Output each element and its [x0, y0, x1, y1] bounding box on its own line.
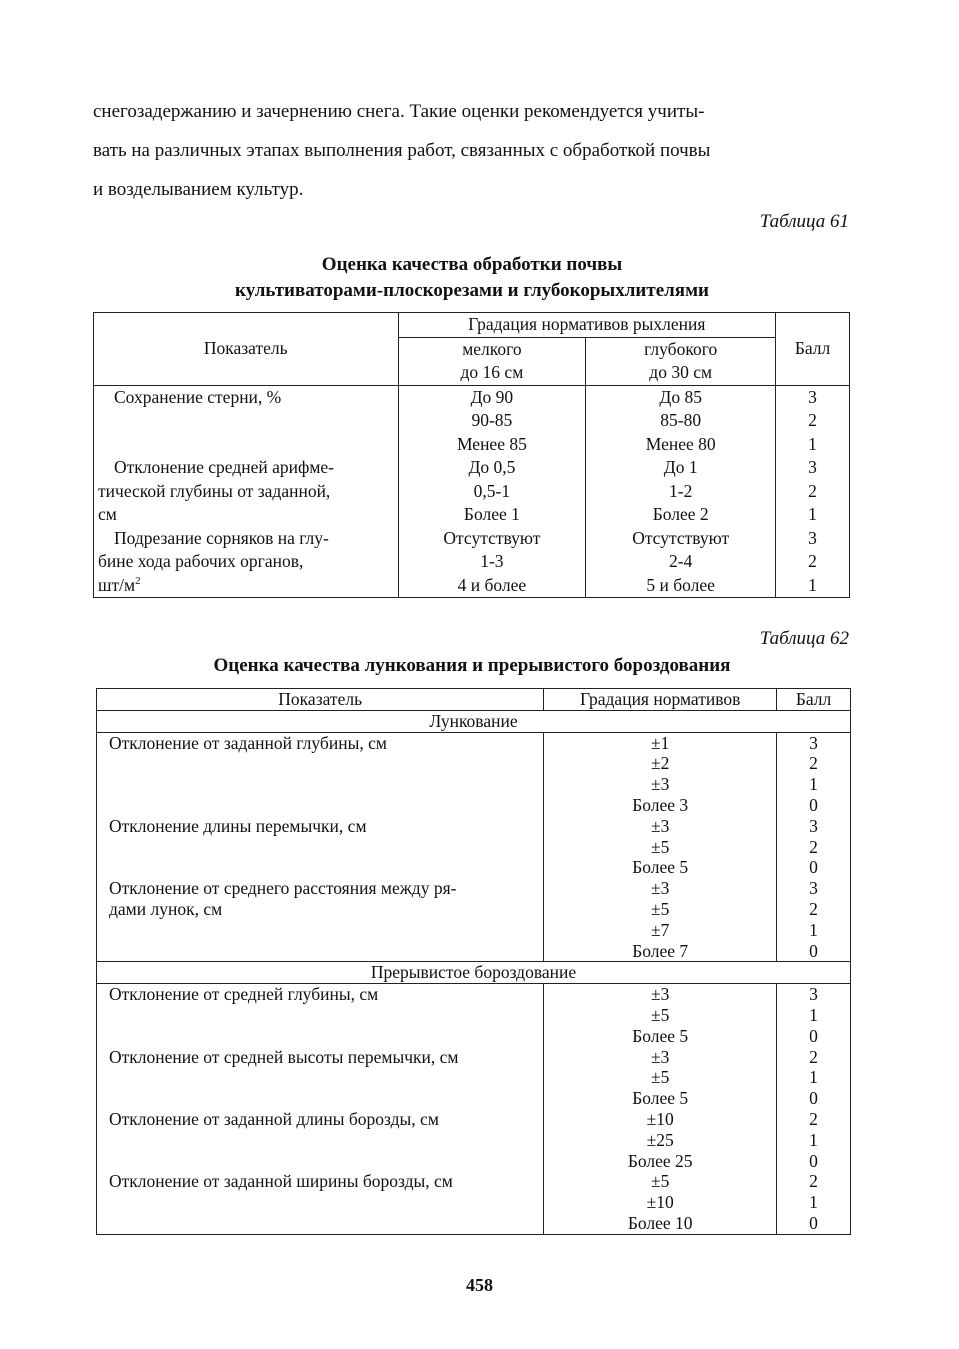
value: Более 25: [627, 1150, 693, 1171]
value: 2: [809, 898, 818, 919]
value: 1: [809, 1067, 818, 1088]
indicator-line: [109, 941, 543, 962]
value: ±3: [651, 1046, 670, 1067]
table-62-label: Таблица 62: [759, 628, 849, 649]
value: 0,5-1: [473, 480, 511, 501]
table-61-label: Таблица 61: [759, 211, 849, 232]
shallow-cell: [398, 527, 586, 598]
table-61-title-line: культиваторами-плоскорезами и глубокорыхлителями: [235, 280, 709, 301]
value: 3: [808, 527, 817, 548]
intro-line: снегозадержанию и зачернению снега. Такие оценки рекомендуется учиты-: [93, 101, 705, 122]
value: ±7: [651, 919, 670, 940]
section-title: Лункование: [97, 710, 851, 732]
value: 1: [809, 1004, 818, 1025]
indicator-line: [109, 1130, 543, 1151]
value: 1-3: [480, 551, 504, 571]
header-shallow: [398, 337, 586, 385]
score-cell: [776, 527, 850, 598]
value: ±5: [651, 898, 670, 919]
value: 2-4: [669, 551, 693, 571]
table-62-title: Оценка качества лункования и прерывистого бороздования: [213, 655, 731, 676]
value: 2: [809, 836, 818, 857]
indicator-line: [109, 1026, 543, 1047]
indicator-line: Отклонение от заданной глубины, см: [109, 732, 387, 753]
intro-line: и возделыванием культур.: [93, 179, 304, 200]
indicator-line: [109, 857, 543, 878]
value: Отсутствуют: [443, 527, 541, 548]
deep-cell: [586, 385, 776, 456]
value: ±5: [651, 1004, 670, 1025]
indicator-line: дами лунок, см: [109, 898, 223, 919]
value: 1-2: [669, 480, 693, 501]
value: ±5: [651, 1171, 670, 1192]
value: 2: [809, 1046, 818, 1067]
value: Более 3: [632, 794, 689, 815]
score-cell: [777, 732, 851, 962]
header-deep-line: глубокого: [644, 338, 718, 359]
indicator-line: см: [98, 504, 117, 524]
value: Более 1: [463, 504, 520, 524]
value: 90-85: [471, 410, 513, 430]
indicator-unit: шт/м: [98, 574, 136, 595]
value: ±3: [651, 815, 670, 836]
value: 1: [808, 504, 817, 524]
unit-superscript: 2: [135, 574, 141, 587]
indicator-line: [109, 774, 543, 795]
table-61-title: [93, 252, 851, 304]
value: ±5: [651, 1067, 670, 1088]
header-score: Балл: [776, 313, 850, 386]
header-gradation: Градация нормативов: [544, 689, 777, 711]
indicator-line: Отклонение от заданной длины борозды, см: [109, 1108, 439, 1129]
value: 1: [809, 919, 818, 940]
header-score: Балл: [777, 689, 851, 711]
table-row: [94, 527, 850, 598]
value: До 1: [663, 457, 698, 477]
indicator-line: Отклонение от средней глубины, см: [109, 984, 379, 1005]
indicator-line: [109, 1213, 543, 1234]
section-title: Прерывистое бороздование: [97, 962, 851, 984]
value: До 90: [470, 386, 514, 407]
table-header-row: [97, 689, 851, 711]
value: 3: [809, 815, 818, 836]
deep-cell: [586, 527, 776, 598]
gradation-cell: [544, 732, 777, 962]
value: 3: [808, 457, 817, 477]
value: 3: [809, 732, 818, 753]
header-gradation: Градация нормативов рыхления: [398, 313, 776, 338]
value: 0: [809, 940, 818, 961]
table-row: [97, 984, 851, 1235]
indicator-line: Отклонение от заданной ширины борозды, см: [109, 1171, 453, 1192]
header-shallow-line: до 16 см: [460, 362, 524, 382]
value: ±1: [651, 732, 670, 753]
indicator-line: Отклонение средней арифме-: [114, 457, 334, 477]
shallow-cell: [398, 456, 586, 527]
header-deep-line: до 30 см: [649, 362, 713, 382]
indicator-cell: [97, 984, 544, 1235]
value: 1: [809, 1129, 818, 1150]
indicator-cell: [94, 456, 399, 527]
deep-cell: [586, 456, 776, 527]
value: ±3: [651, 984, 670, 1005]
indicator-unit-line: [98, 574, 398, 598]
value: Более 7: [632, 940, 689, 961]
value: ±25: [646, 1129, 674, 1150]
value: 4 и более: [457, 574, 527, 595]
table-61-title-line: Оценка качества обработки почвы: [321, 254, 623, 275]
value: 2: [809, 753, 818, 774]
value: 2: [809, 1108, 818, 1129]
value: 0: [809, 1088, 818, 1109]
indicator-line: Отклонение от среднего расстояния между ря-: [109, 878, 457, 899]
page-number: 458: [466, 1275, 493, 1295]
value: ±2: [651, 753, 670, 774]
indicator-line: [109, 795, 543, 816]
value: ±3: [651, 774, 670, 795]
header-shallow-line: мелкого: [462, 338, 522, 359]
indicator-line: [109, 1151, 543, 1172]
table-row: [94, 385, 850, 456]
value: Более 5: [632, 1025, 689, 1046]
score-cell: [776, 456, 850, 527]
indicator-line: [109, 837, 543, 858]
value: 85-80: [660, 410, 702, 430]
value: До 85: [659, 386, 702, 407]
value: 0: [809, 794, 818, 815]
indicator-line: Сохранение стерни, %: [114, 386, 282, 407]
value: 2: [808, 551, 817, 571]
table-row: [97, 732, 851, 962]
table-row: [94, 456, 850, 527]
value: 1: [808, 433, 817, 454]
indicator-line: [109, 753, 543, 774]
intro-paragraph: [93, 92, 851, 209]
indicator-cell: [94, 527, 399, 598]
value: 2: [808, 410, 817, 430]
table-header-row: [94, 313, 850, 338]
value: 3: [808, 386, 817, 407]
indicator-line: Подрезание сорняков на глу-: [114, 527, 329, 548]
value: Менее 85: [456, 433, 527, 454]
indicator-line: [109, 1005, 543, 1026]
value: 2: [809, 1171, 818, 1192]
value: 0: [809, 1212, 818, 1233]
value: 5 и более: [646, 574, 715, 595]
header-indicator: Показатель: [94, 313, 399, 386]
value: ±10: [646, 1108, 674, 1129]
section-row: [97, 710, 851, 732]
header-deep: [586, 337, 776, 385]
indicator-line: [109, 1192, 543, 1213]
section-row: [97, 962, 851, 984]
indicator-line: Отклонение длины перемычки, см: [109, 815, 367, 836]
value: Более 5: [632, 1088, 689, 1109]
value: 0: [809, 1150, 818, 1171]
indicator-line: тической глубины от заданной,: [98, 480, 331, 501]
gradation-cell: [544, 984, 777, 1235]
indicator-cell: [97, 732, 544, 962]
value: 3: [809, 984, 818, 1005]
value: 2: [808, 480, 817, 501]
indicator-line: [109, 1088, 543, 1109]
indicator-line: [109, 1067, 543, 1088]
score-cell: [777, 984, 851, 1235]
value: Более 5: [632, 857, 689, 878]
score-cell: [776, 385, 850, 456]
value: 0: [809, 857, 818, 878]
table-61: [93, 312, 850, 598]
value: 1: [808, 574, 817, 595]
value: ±10: [646, 1192, 674, 1213]
value: Отсутствуют: [632, 527, 730, 548]
value: 1: [809, 1192, 818, 1213]
table-62: [96, 688, 851, 1235]
intro-line: вать на различных этапах выполнения работ, связанных с обработкой почвы: [93, 140, 711, 161]
value: Более 10: [627, 1212, 693, 1233]
shallow-cell: [398, 385, 586, 456]
value: 1: [809, 774, 818, 795]
value: Более 2: [652, 504, 709, 524]
value: До 0,5: [468, 457, 516, 477]
header-indicator: Показатель: [97, 689, 544, 711]
value: ±3: [651, 878, 670, 899]
value: Менее 80: [645, 433, 716, 454]
value: ±5: [651, 836, 670, 857]
indicator-cell: [94, 385, 399, 456]
indicator-line: бине хода рабочих органов,: [98, 551, 304, 571]
value: 3: [809, 878, 818, 899]
value: 0: [809, 1025, 818, 1046]
indicator-line: [109, 920, 543, 941]
indicator-line: Отклонение от средней высоты перемычки, см: [109, 1046, 459, 1067]
